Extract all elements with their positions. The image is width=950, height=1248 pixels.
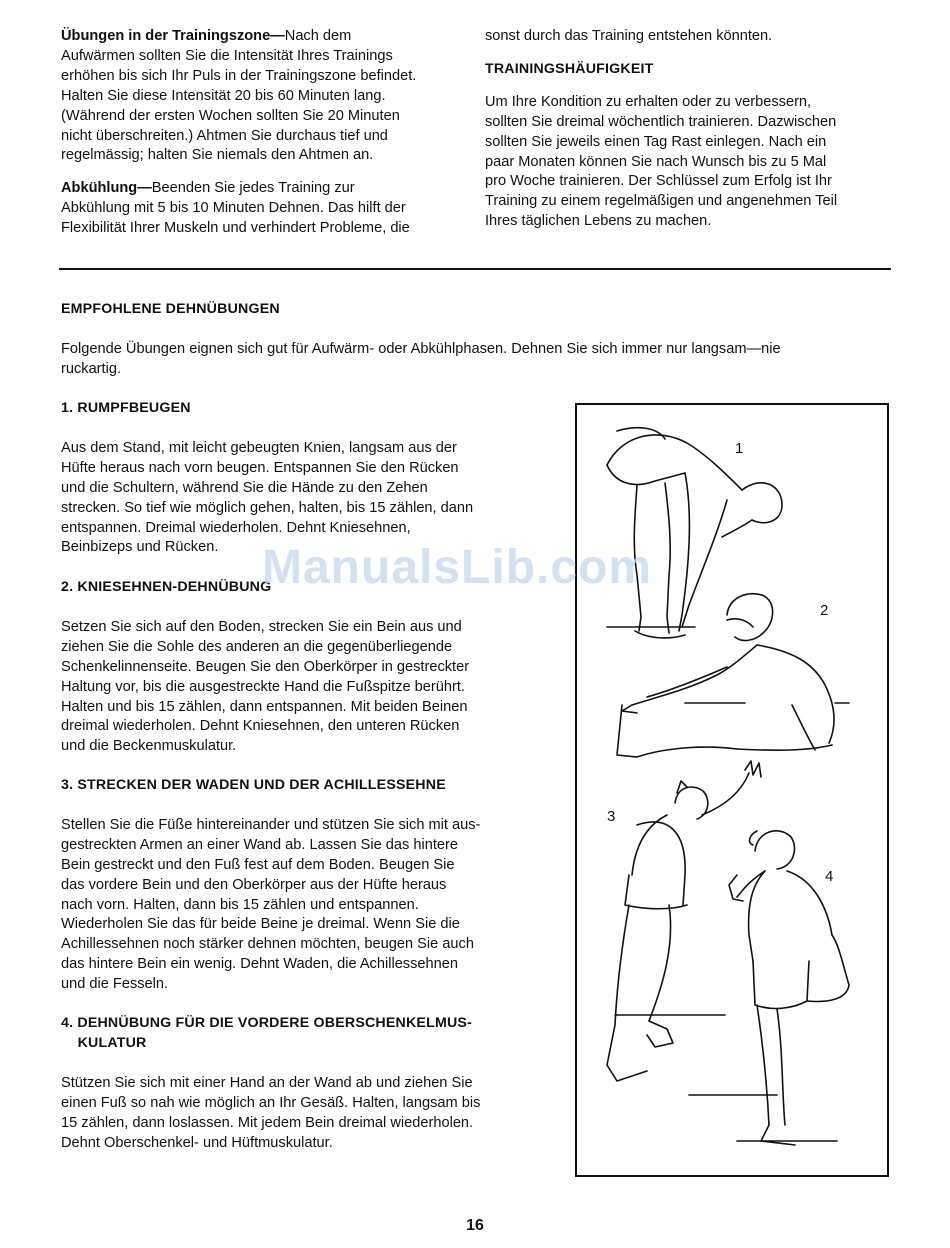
figure-label-1: 1 (735, 440, 744, 457)
trainingshaeufigkeit-heading: TRAININGSHÄUFIGKEIT (485, 60, 654, 77)
abkuehlung-paragraph: Abkühlung—Beenden Sie jedes Training zur Abkühlung mit 5 bis 10 Minuten Dehnen. Das hilft der Flexibilität Ihrer Muskeln und verhindert Probleme, die (61, 180, 410, 237)
stretch-figures-drawing (577, 405, 887, 1175)
exercise-4-text: Stützen Sie sich mit einer Hand an der Wand ab und ziehen Sie einen Fuß so nah wie möglich an Ihr Gesäß. Halten, langsam bis 15 zählen, dann loslassen. Mit jedem Bein dreimal wiederholen. Dehnt Oberschenkel- und Hüftmuskulatur. (61, 1074, 481, 1151)
exercise-2-text: Setzen Sie sich auf den Boden, strecken Sie ein Bein aus und ziehen Sie die Sohle des anderen an die gegenüberliegende Schenkelinnenseite. Beugen Sie den Oberkörper in gestreckter Haltung vor, bis die ausgestreckte Hand die Fußspitze berührt. Halten und bis 15 zählen, dann entspannen. Mit beiden Beinen dreimal wiederholen. Dehnt Kniesehnen, den unteren Rücken und die Beckenmuskulatur. (61, 618, 470, 755)
exercise-1-text: Aus dem Stand, mit leicht gebeugten Knien, langsam aus der Hüfte heraus nach vorn beugen. Entspannen Sie den Rücken und die Schultern, während Sie die Hände zu den Zehen strecken. So tief wie möglich gehen, halten, bis 15 zählen, dann entspannen. Dreimal wiederholen. Dehnt Kniesehnen, Beinbizeps und Rücken. (61, 439, 474, 556)
exercise-4 (61, 1014, 561, 1153)
figure-label-3: 3 (607, 808, 616, 825)
abkuehlung-lead: Abkühlung— (61, 180, 152, 197)
figure-2-seated-stretch (617, 594, 849, 757)
trainingshaeufigkeit-paragraph: Um Ihre Kondition zu erhalten oder zu verbessern, sollten Sie dreimal wöchentlich trainieren. Dazwischen sollten Sie jeweils einen Tag Rast einlegen. Nach ein paar Monaten können Sie nach Wunsch bis zu 5 Mal pro Woche trainieren. Der Schlüssel zum Erfolg ist Ihr Training zu einem regelmäßigen und angenehmen Teil Ihres täglichen Lebens zu machen. (485, 93, 838, 230)
figure-label-4: 4 (825, 868, 834, 885)
figure-3-calf-stretch (607, 761, 777, 1095)
exercise-2 (61, 578, 561, 757)
intro-left-column (61, 27, 471, 239)
page-number: 16 (466, 1217, 484, 1234)
exercise-1-heading: 1. RUMPFBEUGEN (61, 400, 191, 416)
carry-over-line: sonst durch das Training entstehen könnten. (485, 28, 773, 44)
exercise-3 (61, 776, 561, 995)
trainingszone-paragraph: Übungen in der Trainingszone—Nach dem Aufwärmen sollten Sie die Intensität Ihres Trainings erhöhen bis sich Ihr Puls in der Trainingszone befindet. Halten Sie diese Intensität 20 bis 60 Minuten lang. (Während der ersten Wochen sollten Sie 20 Minuten nicht überschreiten.) Ahtmen Sie durchaus tief und regelmässig; halten Sie niemals den Ahtmen an. (61, 28, 417, 164)
figure-1-forward-bend (607, 428, 782, 638)
exercise-1 (61, 399, 561, 558)
figure-label-2: 2 (820, 602, 829, 619)
section-heading: EMPFOHLENE DEHNÜBUNGEN (61, 301, 280, 317)
exercise-2-heading: 2. KNIESEHNEN-DEHNÜBUNG (61, 579, 272, 595)
exercise-3-heading: 3. STRECKEN DER WADEN UND DER ACHILLESSEHNE (61, 777, 446, 793)
manualslib-watermark: ManualsLib.com (262, 541, 653, 594)
section-divider (59, 268, 891, 270)
section-intro: Folgende Übungen eignen sich gut für Aufwärm- oder Abkühlphasen. Dehnen Sie sich immer nur langsam—nie ruckartig. (61, 340, 781, 377)
exercise-3-text: Stellen Sie die Füße hintereinander und stützen Sie sich mit aus- gestreckten Armen an einer Wand ab. Lassen Sie das hintere Bein gestreckt und den Fuß fest auf dem Boden. Beugen Sie das vordere Bein und den Oberkörper aus der Hüfte heraus nach vorn. Halten, dann bis 15 zählen und entspannen. Wiederholen Sie das für beide Beine je dreimal. Wenn Sie die Achillessehnen noch stärker dehnen möchten, beugen Sie auch das hintere Bein ein wenig. Dehnt Waden, die Achillessehnen und die Fesseln. (61, 816, 481, 993)
stretching-illustration (575, 403, 889, 1177)
exercise-4-heading: 4. DEHNÜBUNG FÜR DIE VORDERE OBERSCHENKELMUS- KULATUR (61, 1015, 473, 1051)
trainingszone-lead: Übungen in der Trainingszone— (61, 28, 285, 44)
stretching-section-intro (61, 300, 901, 380)
intro-right-column (485, 27, 895, 232)
